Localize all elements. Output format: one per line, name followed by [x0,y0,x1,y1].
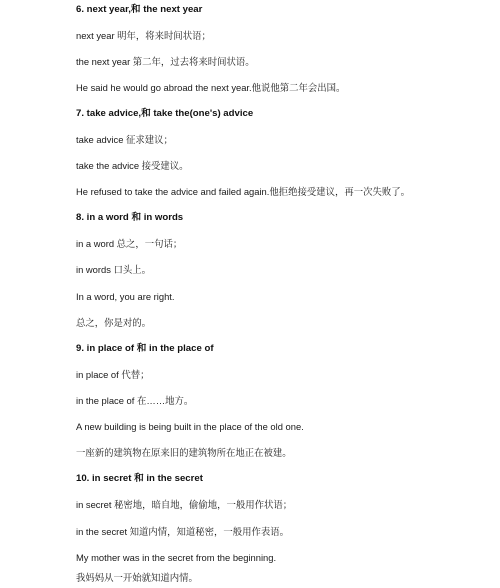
text-line: He said he would go abroad the next year.他说他第二年会出国。 [76,82,346,93]
text-line: in the secret 知道内情，知道秘密，一般用作表语。 [76,526,290,537]
section-heading: 9. in place of 和 in the place of [76,343,214,354]
text-line: take advice 征求建议； [76,134,173,145]
text-line: in place of 代替； [76,369,150,380]
text-line: In a word, you are right. [76,291,175,302]
text-line: in the place of 在……地方。 [76,395,194,406]
text-line: My mother was in the secret from the beginning. [76,552,277,563]
text-line: 总之，你是对的。 [76,317,152,328]
text-line: in secret 秘密地，暗自地，偷偷地，一般用作状语； [76,499,293,510]
text-line: 我妈妈从一开始就知道内情。 [76,572,198,583]
text-line: take the advice 接受建议。 [76,160,189,171]
text-line: next year 明年，将来时间状语； [76,30,211,41]
text-line: He refused to take the advice and failed again.他拒绝接受建议，再一次失败了。 [76,186,410,197]
text-line: A new building is being built in the place of the old one. [76,421,304,432]
section-heading: 8. in a word 和 in words [76,212,184,223]
text-line: in a word 总之，一句话； [76,238,183,249]
text-line: in words 口头上。 [76,264,152,275]
section-heading: 6. next year,和 the next year [76,4,203,15]
text-line: the next year 第二年，过去将来时间状语。 [76,56,255,67]
text-line: 一座新的建筑物在原来旧的建筑物所在地正在被建。 [76,447,292,458]
section-heading: 7. take advice,和 take the(one's) advice [76,108,254,119]
section-heading: 10. in secret 和 in the secret [76,473,203,484]
